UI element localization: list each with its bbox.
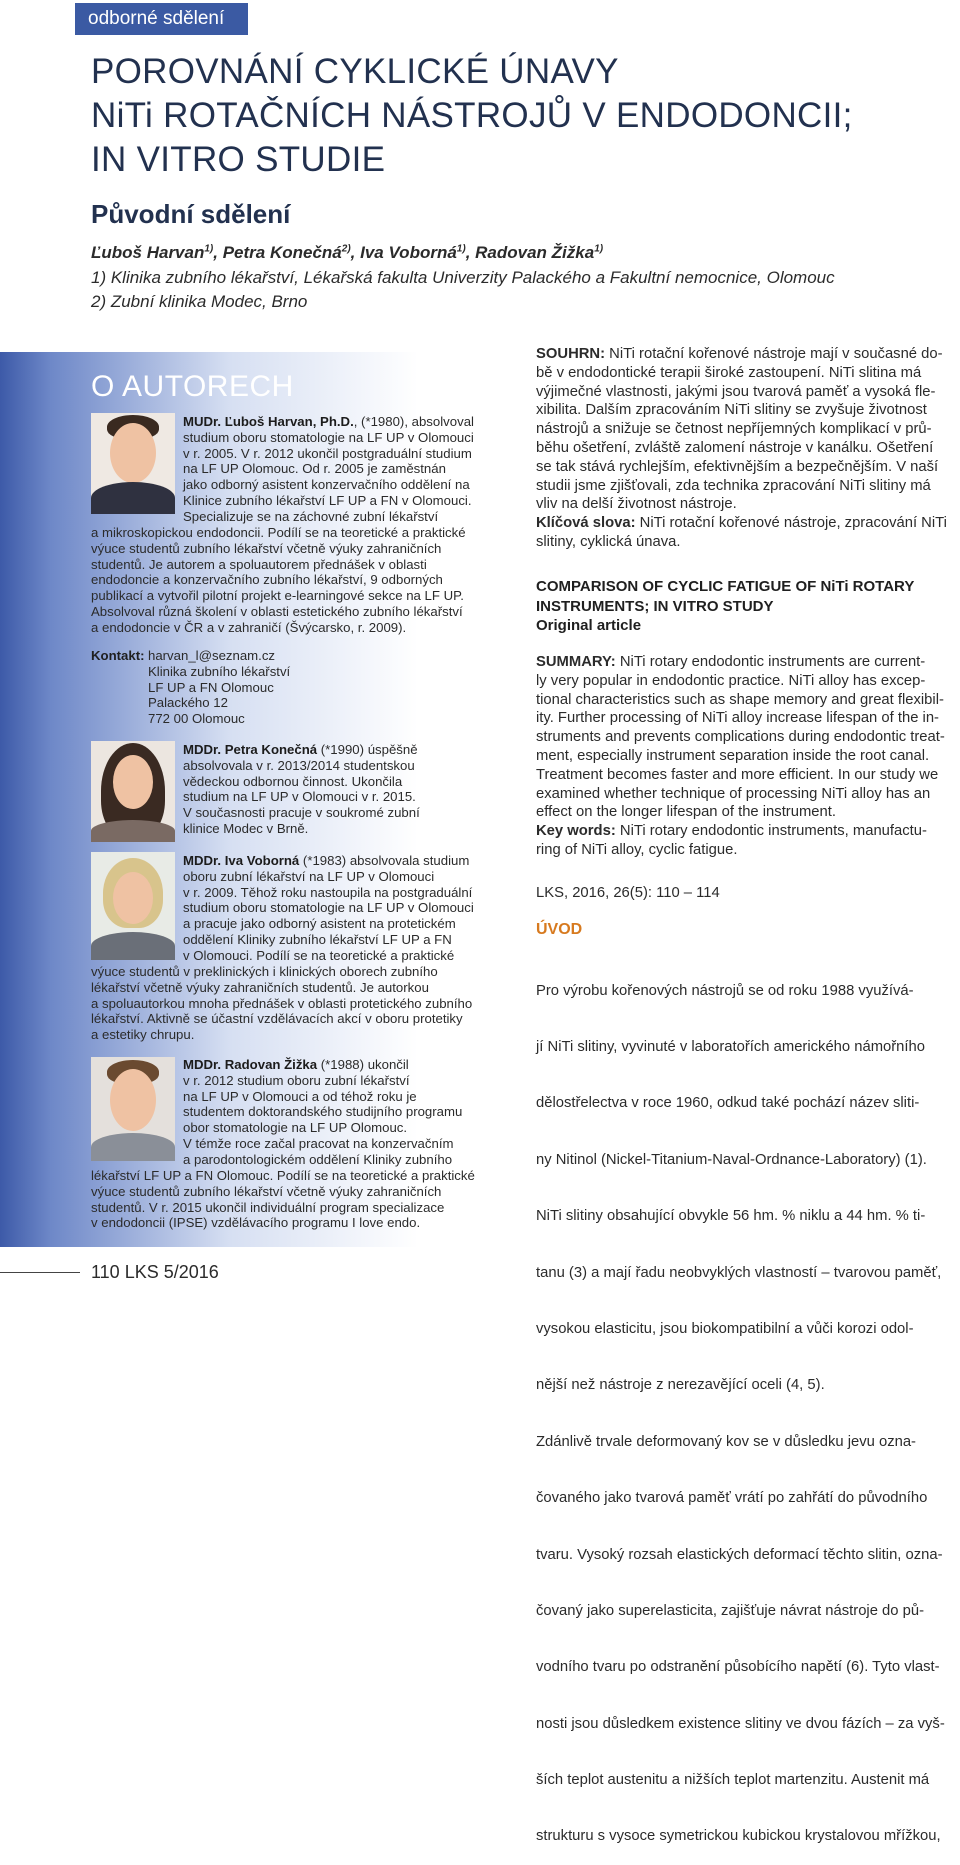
body-line: strukturu s vysoce symetrickou kubickou krystalovou mřížkou, xyxy=(536,1828,941,1845)
bio-line: MUDr. Ľuboš Harvan, Ph.D., (*1980), absolvoval xyxy=(183,414,474,429)
contact-line: Palackého 12 xyxy=(148,695,228,711)
abstract-line: SOUHRN: NiTi rotační kořenové nástroje mají v současné do- xyxy=(536,346,943,362)
bio-line: MDDr. Radovan Žižka (*1988) ukončil xyxy=(183,1057,409,1072)
page-number: 110 LKS 5/2016 xyxy=(91,1262,219,1282)
abstract-line: slitiny, cyklická únava. xyxy=(536,533,681,550)
bio-line: Absolvoval různá školení v oblasti estetického zubního lékařství xyxy=(91,603,463,619)
bio-name: MUDr. Ľuboš Harvan, Ph.D. xyxy=(183,414,354,429)
bio-line: lékařství včetně výuky zahraničních studentů. Je autorkou xyxy=(91,979,429,995)
contact-label: Kontakt: xyxy=(91,648,145,663)
author-name: , Petra Konečná xyxy=(213,243,342,262)
author-name: Ľuboš Harvan xyxy=(91,243,205,262)
bio-line: Klinice zubního lékařství LF UP a FN v Olomouci. xyxy=(183,492,472,508)
bio-line: obor stomatologie na LF UP Olomouc. xyxy=(183,1120,408,1136)
author-sup: 2) xyxy=(341,243,351,255)
abstract-line: běhu ošetření, zvláště zalomení nástroje v kanálku. Ošetření xyxy=(536,439,934,456)
bio-line: a pracuje jako odborný asistent na protetickém xyxy=(183,916,456,932)
shirt xyxy=(91,932,175,960)
english-heading xyxy=(536,577,914,636)
abstract-line: výjimečné vlastnosti, jakými jsou tvarová paměť a vysoká fle- xyxy=(536,383,936,400)
author-photo-zizka xyxy=(91,1057,175,1161)
contact-email[interactable]: harvan_l@seznam.cz xyxy=(148,648,276,663)
abstract-line: studii jsme zjišťovali, zda technika zpracování NiTi slitiny má xyxy=(536,477,931,494)
bio-name: MDDr. Radovan Žižka xyxy=(183,1057,318,1072)
bio-line: oddělení Kliniky zubního lékařství LF UP a FN xyxy=(183,931,452,947)
body-line: čovaného jako tvarová paměť vrátí po zahřátí do původního xyxy=(536,1490,928,1507)
bio-line: v r. 2005. V r. 2012 ukončil postgraduální studium xyxy=(183,445,472,461)
bio-vobrna-full xyxy=(91,964,472,1043)
english-article-type: Original article xyxy=(536,617,642,634)
article-type: Původní sdělení xyxy=(91,199,291,229)
affiliation-2: 2) Zubní klinika Modec, Brno xyxy=(91,292,308,311)
contact-line: 772 00 Olomouc xyxy=(148,711,245,727)
face xyxy=(110,423,156,483)
bio-line: endodoncie a konzervačního zubního lékařství, 9 odborných xyxy=(91,572,443,588)
author-photo-konecna xyxy=(91,741,175,842)
bio-line: lékařství. Aktivně se účastní vzdělávacích akcí v oboru protetiky xyxy=(91,1011,463,1027)
contact-line: LF UP a FN Olomouc xyxy=(148,679,274,695)
bio-line: v endodoncii (IPSE) vzdělávacího programu I love endo. xyxy=(91,1215,421,1231)
body-line: nější než nástroje z nerezavějící oceli (4, 5). xyxy=(536,1377,825,1394)
bio-name: MDDr. Iva Voborná xyxy=(183,853,300,868)
summary-line: struments and prevents complications during endodontic treat- xyxy=(536,729,945,746)
summary-line: Treatment becomes faster and more efficient. In our study we xyxy=(536,766,939,783)
body-line: vodního tvaru po odstranění působícího napětí (6). Tyto vlast- xyxy=(536,1659,940,1676)
body-line: nosti jsou důsledkem existence slitiny ve dvou fázích – za vyš- xyxy=(536,1715,945,1732)
body-line: tvaru. Vysoký rozsah elastických deformací těchto slitin, ozna- xyxy=(536,1546,943,1563)
bio-line: a endodoncie v ČR a v zahraničí (Švýcarsko, r. 2009). xyxy=(91,619,407,635)
author-sup: 1) xyxy=(594,243,604,255)
body-line: jí NiTi slitiny, vyvinuté v laboratořích amerického námořního xyxy=(536,1038,925,1055)
article-title xyxy=(91,50,853,182)
bio-line: výuce studentů zubního lékařství včetně výuky zahraničních xyxy=(91,1183,442,1199)
affiliation-1: 1) Klinika zubního lékařství, Lékařská fakulta Univerzity Palackého a Fakultní nemocnice, Olomouc xyxy=(91,268,835,287)
contact-line: Klinika zubního lékařství xyxy=(148,663,291,679)
summary-line: tional characteristics such as shape memory and great flexibil- xyxy=(536,691,944,708)
abstract-line: bě v endodontické terapii široké zastoupení. NiTi slitina má xyxy=(536,364,922,381)
bio-line: v r. 2012 studium oboru zubní lékařství xyxy=(183,1072,410,1088)
author-photo-vobrna xyxy=(91,852,175,960)
bio-line: studium na LF UP v Olomouci v r. 2015. xyxy=(183,789,416,805)
bio-line: V současnosti pracuje v soukromé zubní xyxy=(183,805,420,821)
bio-line: a mikroskopickou endodoncii. Podílí se na teoretické a praktické xyxy=(91,525,466,540)
shirt xyxy=(91,482,175,514)
bio-line: výuce studentů v preklinických i klinických oborech zubního xyxy=(91,964,438,979)
section-tag: odborné sdělení xyxy=(75,3,248,35)
bio-vobrna-top xyxy=(183,853,474,964)
bio-line: lékařství LF UP a FN Olomouc. Podílí se na teoretické a praktické xyxy=(91,1168,475,1183)
bio-line: Specializuje se na záchovné zubní lékařství xyxy=(183,508,439,524)
summary-line: ment, especially instrument separation inside the root canal. xyxy=(536,747,930,764)
body-line: Pro výrobu kořenových nástrojů se od roku 1988 využívá- xyxy=(536,982,914,999)
bio-line: studium oboru stomatologie na LF UP v Olomouci xyxy=(183,900,474,916)
contact-block xyxy=(148,648,290,727)
author-sup: 1) xyxy=(204,243,214,255)
body-line: tanu (3) a mají řadu neobvyklých vlastností – tvarovou paměť, xyxy=(536,1264,942,1281)
english-title-line: COMPARISON OF CYCLIC FATIGUE OF NiTi ROTARY xyxy=(536,578,915,595)
author-sup: 1) xyxy=(456,243,466,255)
face xyxy=(110,1069,156,1131)
bio-line: absolvovala v r. 2013/2014 studentskou xyxy=(183,757,415,773)
bio-line: studentem doktorandského studijního programu xyxy=(183,1104,463,1120)
bio-line: a spoluautorkou mnoha přednášek v oblasti protetického zubního xyxy=(91,995,473,1011)
body-line: Zdánlivě trvale deformovaný kov se v důsledku jevu ozna- xyxy=(536,1433,916,1450)
bio-line: publikací a vytvořil pilotní projekt e-learningové sekce na LF UP. xyxy=(91,588,464,604)
title-line: POROVNÁNÍ CYKLICKÉ ÚNAVY xyxy=(91,52,619,91)
english-title-line: INSTRUMENTS; IN VITRO STUDY xyxy=(536,597,774,615)
bio-zizka-top xyxy=(183,1057,462,1168)
author-list xyxy=(91,243,603,263)
bio-konecna xyxy=(183,742,420,837)
shirt xyxy=(91,820,175,842)
bio-zizka-full xyxy=(91,1168,475,1231)
bio-line: studentů. V r. 2015 ukončil individuální program specializace xyxy=(91,1199,445,1215)
author-name: , Iva Voborná xyxy=(350,243,457,262)
summary-line: ly very popular in endodontic practice. NiTi alloy has excep- xyxy=(536,672,926,689)
body-line: NiTi slitiny obsahující obvykle 56 hm. % niklu a 44 hm. % ti- xyxy=(536,1208,926,1225)
summary-line: ity. Further processing of NiTi alloy increase lifespan of the in- xyxy=(536,710,939,727)
bio-harvan-full xyxy=(91,525,466,636)
summary-line: effect on the longer lifespan of the instrument. xyxy=(536,804,836,821)
citation: LKS, 2016, 26(5): 110 – 114 xyxy=(536,885,720,901)
author-name: , Radovan Žižka xyxy=(465,243,595,262)
bio-name: MDDr. Petra Konečná xyxy=(183,742,318,757)
keywords-line-en: Key words: NiTi rotary endodontic instruments, manufactu- xyxy=(536,823,927,840)
shirt xyxy=(91,1133,175,1161)
abstract-cz xyxy=(536,345,953,552)
bio-line: na LF UP v Olomouci a od téhož roku je xyxy=(183,1088,417,1104)
abstract-line: xibilita. Dalším zpracováním NiTi slitiny se zvyšuje životnost xyxy=(536,402,927,419)
footer-rule xyxy=(0,1272,80,1273)
body-line: čovaný jako superelasticita, zajišťuje návrat nástroje do pů- xyxy=(536,1602,925,1619)
face xyxy=(113,755,153,809)
bio-line: studium oboru stomatologie na LF UP v Olomouci xyxy=(183,429,474,445)
bio-line: klinice Modec v Brně. xyxy=(183,820,309,836)
summary-line: ring of NiTi alloy, cyclic fatigue. xyxy=(536,841,738,858)
face xyxy=(113,872,153,924)
author-photo-harvan xyxy=(91,413,175,514)
body-line: ny Nitinol (Nickel-Titanium-Naval-Ordnance-Laboratory) (1). xyxy=(536,1151,927,1168)
bio-line: a estetiky chrupu. xyxy=(91,1027,195,1043)
abstract-line: se tak stává rychlejším, efektivnějším a bezpečnějším. V naší xyxy=(536,458,939,475)
abstract-line: vliv na delší životnost nástroje. xyxy=(536,496,737,513)
bio-line: jako odborný asistent konzervačního oddělení na xyxy=(183,477,470,493)
bio-line: a parodontologickém oddělení Kliniky zubního xyxy=(183,1151,453,1167)
intro-text xyxy=(536,944,953,1865)
title-line: IN VITRO STUDIE xyxy=(91,140,386,179)
bio-line: MDDr. Petra Konečná (*1990) úspěšně xyxy=(183,742,418,757)
summary-line: SUMMARY: NiTi rotary endodontic instruments are current- xyxy=(536,654,926,670)
bio-line: na LF UP Olomouc. Od r. 2005 je zaměstnán xyxy=(183,461,446,477)
abstract-line: nástrojů a snižuje se četnost nepříjemných komplikací v prů- xyxy=(536,421,932,438)
bio-line: výuce studentů zubního lékařství včetně výuky zahraničních xyxy=(91,540,442,556)
summary-line: examined whether technique of processing NiTi alloy has an xyxy=(536,785,931,802)
bio-line: v Olomouci. Podílí se na teoretické a praktické xyxy=(183,947,455,963)
keywords-line: Klíčová slova: NiTi rotační kořenové nástroje, zpracování NiTi xyxy=(536,515,947,532)
bio-line: studentů. Je autorem a spoluautorem přednášek v oblasti xyxy=(91,556,427,572)
bio-line: MDDr. Iva Voborná (*1983) absolvovala studium xyxy=(183,853,470,868)
bio-line: oboru zubní lékařství na LF UP v Olomouci xyxy=(183,868,435,884)
bio-harvan-top xyxy=(183,414,474,525)
bio-line: vědeckou odbornou činnost. Ukončila xyxy=(183,773,403,789)
body-line: ších teplot austenitu a nižších teplot martenzitu. Austenit má xyxy=(536,1772,930,1789)
title-line: NiTi ROTAČNÍCH NÁSTROJŮ V ENDODONCII; xyxy=(91,96,853,135)
panel-title: O AUTORECH xyxy=(91,370,294,403)
bio-line: v r. 2009. Těhož roku nastoupila na postgraduální xyxy=(183,884,473,900)
body-line: dělostřelectva v roce 1960, odkud také pochází název sliti- xyxy=(536,1095,920,1112)
section-heading-uvod: ÚVOD xyxy=(536,921,583,938)
bio-line: V témže roce začal pracovat na konzervačním xyxy=(183,1135,454,1151)
abstract-en xyxy=(536,653,953,860)
body-line: vysokou elasticitu, jsou biokompatibilní a vůči korozi odol- xyxy=(536,1320,914,1337)
